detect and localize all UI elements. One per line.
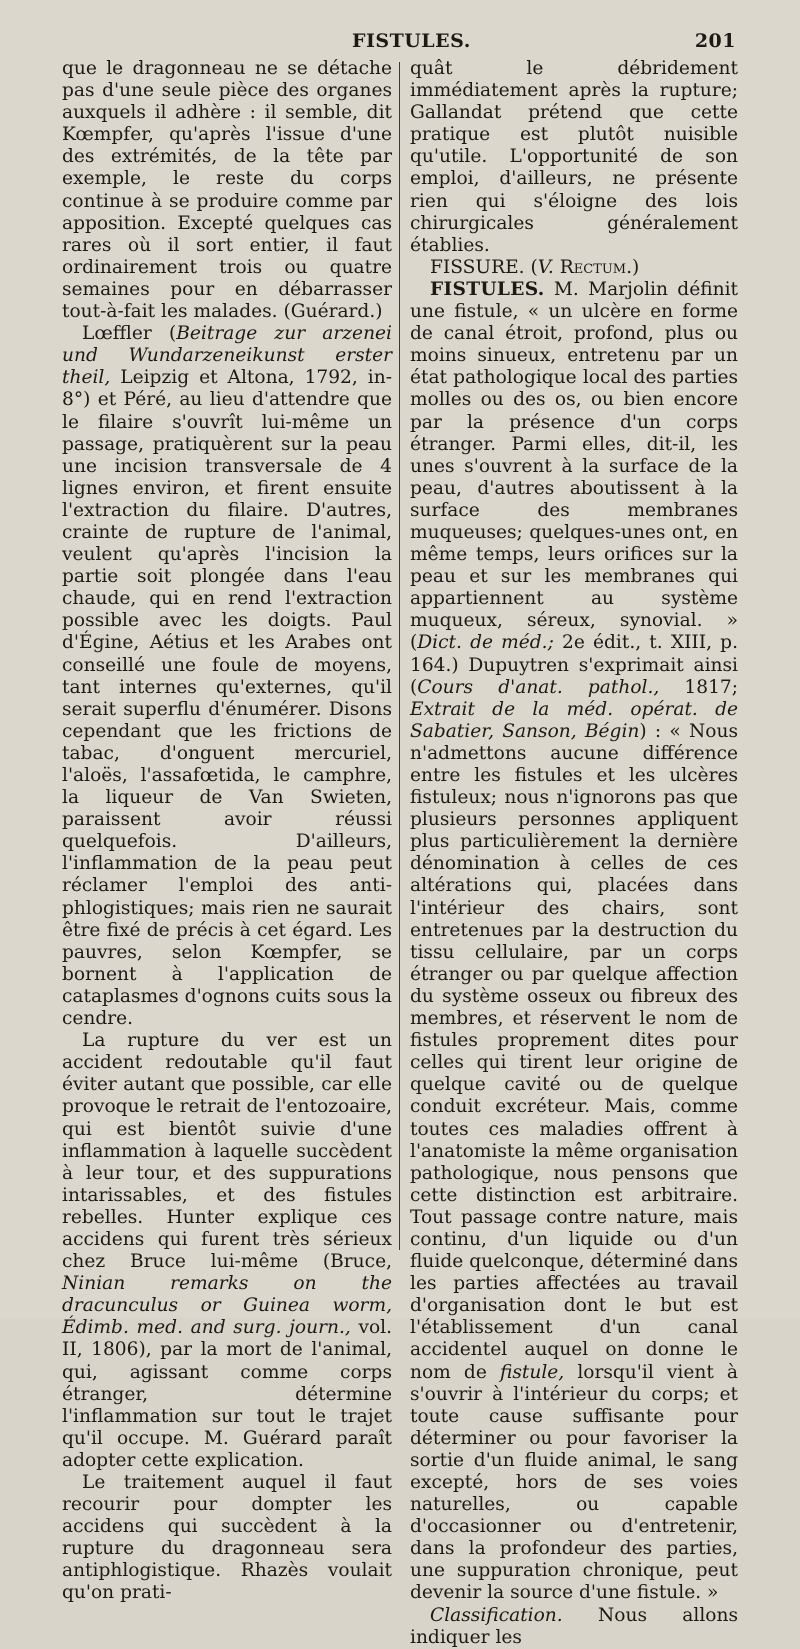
paragraph: FISTULES. M. Marjolin définit une fistule, « un ulcère en forme de canal étroit, profond, plus ou moins sinueux, entretenu par un état pathologique local des parties molles ou des os, ou bien encore par la présence d'un corps étranger. Parmi elles, dit-il, les unes s'ouvrent à la surface de la peau, d'autres aboutissent à la surface des membranes muqueuses; quelques-unes ont, en même temps, leurs orifices sur la peau et sur les membranes qui appartiennent au système muqueux, séreux, synovial. » (Dict. de méd.; 2e édit., t. XIII, p. 164.) Dupuytren s'exprimait ainsi (Cours d'anat. pathol., 1817; Extrait de la méd. opérat. de Sabatier, Sanson, Bégin) : « Nous n'admettons aucune différence entre les fistules et les ulcères fistuleux; nous n'ignorons pas que plusieurs personnes appliquent plus particulièrement la dernière dénomination à celles de ces altérations qui, placées dans l'intérieur des chairs, sont entretenues par la destruction du tissu cellulaire, par un corps étranger ou par quelque affection du système osseux ou fibreux des membres, et réservent le nom de fistules proprement dites pour celles qui tirent leur origine de quelque cavité ou de quelque conduit excréteur. Mais, comme toutes ces maladies offrent à l'anatomiste la même organisation pathologique, nous pensons que cette distinction est arbitraire. Tout passage contre nature, mais continu, d'un liquide ou d'un fluide quelconque, déterminé dans les parties affectées au travail d'organisation dont le but est l'établissement d'un canal accidentel auquel on donne le nom de fistule, lorsqu'il vient à s'ouvrir à l'intérieur du corps; et toute cause suffisante pour déterminer ou pour favoriser la sortie d'un fluide animal, le sang excepté, hors de ses voies naturelles, ou capable d'occasionner ou d'entretenir, dans la profondeur des parties, une suppuration chronique, peut devenir la source d'une fistule. » — [410, 278, 738, 1604]
paragraph: Classification. Nous allons indiquer les — [410, 1604, 738, 1648]
paragraph: quât le débridement immédiatement après la rupture; Gallandat prétend que cette pratique est plutôt nuisible qu'utile. L'opportunité de son emploi, d'ailleurs, ne présente rien qui s'éloigne des lois chirurgicales généralement établies. — [410, 58, 738, 256]
running-head — [0, 30, 800, 56]
term: fistule, — [499, 1361, 565, 1383]
cross-reference: FISSURE. (V. Rectum.) — [430, 256, 640, 278]
citation: Dict. de méd.; — [417, 632, 554, 654]
paragraph: La rupture du ver est un accident redoutable qu'il faut éviter autant que possible, car elle provoque le retrait de l'entozoaire, qui est bientôt suivie d'une inflammation à laquelle succèdent à leur tour, et des suppurations intarissables, et des fistules rebelles. Hunter explique ces accidens qui furent très sérieux chez Bruce lui-même (Bruce, Ninian remarks on the dracunculus or Guinea worm, Édimb. med. and surg. journ., vol. II, 1806), par la mort de l'animal, qui, agissant comme corps étranger, détermine l'inflammation sur tout le trajet qu'il occupe. M. Guérard paraît adopter cette explication. — [62, 1030, 393, 1471]
entry-headword: FISTULES. — [430, 278, 545, 300]
paragraph: que le dragonneau ne se détache pas d'une seule pièce des organes auxquels il adhère : il semble, dit Kœmpfer, qu'après l'issue d'une des extrémités, de la tête par exemple, le reste du corps continue à se produire comme par apposition. Excepté quelques cas rares où il sort entier, il faut ordinairement trois ou quatre semaines pour en débarrasser tout-à-fait les malades. (Guérard.) — [62, 58, 392, 323]
paragraph: Lœffler (Beitrage zur arzenei und Wundarzeneikunst erster theil, Leipzig et Altona, 1792, in-8°) et Péré, au lieu d'attendre que le filaire s'ouvrît lui-même un passage, pratiquèrent sur la peau une incision transversale de 4 lignes environ, et firent ensuite l'extraction du filaire. D'autres, crainte de rupture de l'animal, veulent qu'après l'incision la partie soit plongée dans l'eau chaude, qui en rend l'extraction possible avec les doigts. Paul d'Égine, Aétius et les Arabes ont conseillé une foule de moyens, tant internes qu'externes, qu'il serait superflu d'énumérer. Disons cependant que les frictions de tabac, d'onguent mercuriel, l'aloës, l'assafœtida, le camphre, la liqueur de Van Swieten, paraissent avoir réussi quelquefois. D'ailleurs, l'inflammation de la peau peut réclamer l'emploi des anti-phlogistiques; mais rien ne saurait être fixé de précis à cet égard. Les pauvres, selon Kœmpfer, se bornent à l'application de cataplasmes d'ognons cuits sous la cendre. — [62, 323, 392, 1030]
page-number: 201 — [694, 30, 736, 52]
citation: Cours d'anat. pathol., — [417, 676, 660, 698]
citation: Extrait de la méd. opérat. de Sabatier, Sanson, Bégin — [410, 698, 738, 742]
subheading: Classification. — [430, 1604, 563, 1626]
left-column — [62, 58, 393, 1604]
paragraph: Le traitement auquel il faut recourir pour dompter les accidens qui succèdent à la rupture du dragonneau sera antiphlogistique. Rhazès voulait qu'on prati- — [62, 1472, 392, 1604]
column-divider — [399, 62, 400, 1250]
right-column — [410, 58, 738, 1648]
running-title: FISTULES. — [352, 30, 471, 52]
citation: Beitrage zur arzenei und Wundarzeneikunst erster theil, — [62, 323, 392, 389]
citation: Ninian remarks on the dracunculus or Guinea worm, Édimb. med. and surg. journ., — [62, 1273, 392, 1339]
